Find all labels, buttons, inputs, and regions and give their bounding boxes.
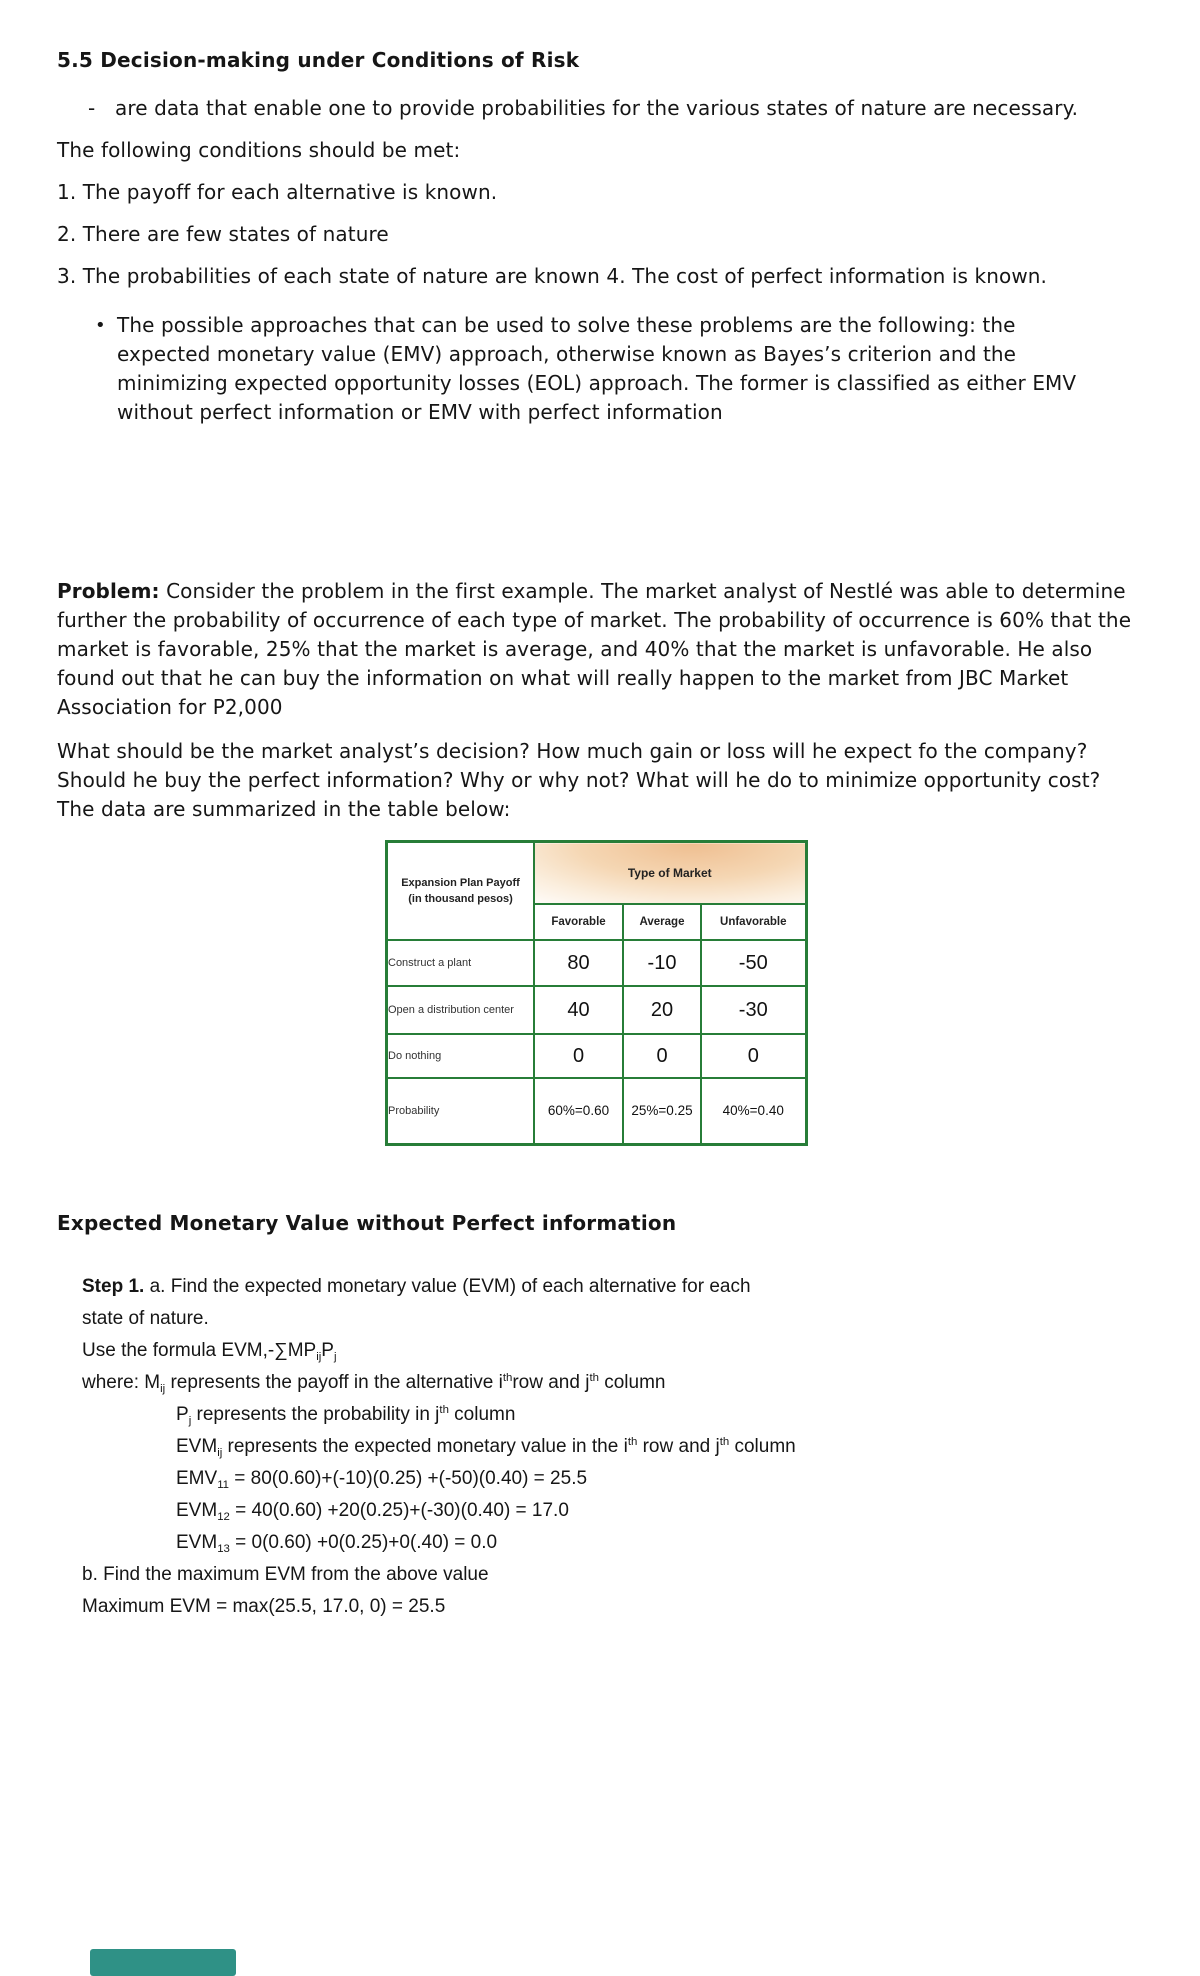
cell-value: 0 (534, 1034, 623, 1078)
cell-value: 0 (701, 1034, 806, 1078)
payoff-table-body (387, 940, 807, 1144)
table-row (387, 1034, 807, 1078)
column-header-favorable: Favorable (534, 904, 623, 940)
cell-value: -50 (701, 940, 806, 986)
site-logo-bar (90, 1949, 236, 1976)
corner-header-line2: (in thousand pesos) (408, 893, 513, 905)
intro-line: The following conditions should be met: (57, 138, 461, 162)
bullet-marker: • (95, 315, 106, 336)
span-header-cell: Type of Market (534, 842, 806, 905)
column-header-average: Average (623, 904, 701, 940)
condition-3: 3. The probabilities of each state of nature are known 4. The cost of perfect information is known. (57, 264, 1048, 288)
emv-line: $EMV_{11} = 80(0.60)+(-10)(0.25) +(-50)(0.40) = 25.5$ (176, 1467, 588, 1491)
condition-1: 1. The payoff for each alternative is known. (57, 180, 498, 204)
question-paragraph: What should be the market analyst’s decision? How much gain or loss will he expect fo the company? Should he buy the perfect information? Why or why not? What will he do to minimize opportunity cost? The data are summarized in the table below: (57, 739, 1101, 821)
approaches-bullet-text: The possible approaches that can be used to solve these problems are the following: the expected monetary value (EMV) approach, otherwise known as Bayes’s criterion and the minimizing expected opportunity losses (EOL) approach. The former is classified as either EMV without perfect information or EMV with perfect information (117, 313, 1077, 424)
approaches-bullet-item (95, 311, 1145, 427)
table-header-row-1 (387, 842, 807, 905)
section-heading: Expected Monetary Value without Perfect information (57, 1210, 677, 1235)
cell-value: -30 (701, 986, 806, 1034)
emv-line: state of nature. (82, 1307, 209, 1329)
page-title: 5.5 Decision-making under Conditions of Risk (57, 48, 580, 72)
condition-2: 2. There are few states of nature (57, 222, 389, 246)
cell-value: 80 (534, 940, 623, 986)
cell-value: 0 (623, 1034, 701, 1078)
problem-text: Consider the problem in the first example. The market analyst of Nestlé was able to determine further the probability of occurrence of each type of market. The probability of occurrence is 60% that the market is favorable, 25% that the market is average, and 40% that the market is unfavorable. He also found out that he can buy the information on what will really happen to the market from JBC Market Association for P2,000 (57, 579, 1132, 719)
emv-line: Maximum EVM = max(25.5, 17.0, 0) = 25.5 (82, 1595, 446, 1617)
emv-line: $EVM_{12} = 40(0.60) +20(0.25)+(-30)(0.40) = 17.0$ (176, 1499, 569, 1523)
cell-value: -10 (623, 940, 701, 986)
emv-line: $EVM_{13} = 0(0.60) +0(0.25)+0(.40) = 0.0$ (176, 1531, 498, 1555)
dash-bullet-text: are data that enable one to provide probabilities for the various states of nature are necessary. (115, 96, 1079, 120)
emv-line: where: $M_{ij}$ represents the payoff in the alternative $i^{th}row$ and $j^{th}$ column (82, 1371, 666, 1395)
emv-line: $EVM_{ij}$ represents the expected monetary value in the $i^{th}$ row and $j^{th}$ column (176, 1435, 796, 1459)
cell-value: 40%=0.40 (701, 1078, 806, 1144)
problem-paragraph (57, 577, 1142, 722)
emv-line: $P_j$ represents the probability in $j^{th}$ column (176, 1403, 516, 1427)
cell-value: 25%=0.25 (623, 1078, 701, 1144)
corner-header-line1: Expansion Plan Payoff (401, 877, 520, 889)
dash-marker: - (88, 96, 96, 120)
emv-steps (82, 1271, 842, 1623)
payoff-table (385, 840, 808, 1146)
emv-line: Step 1. a. Find the expected monetary value (EVM) of each alternative for each (82, 1275, 751, 1297)
row-label: Do nothing (387, 1034, 535, 1078)
row-label: Open a distribution center (387, 986, 535, 1034)
problem-label: Problem: (57, 579, 160, 603)
table-row (387, 940, 807, 986)
emv-line: Use the formula $EVM,-\sum MP_{ij}P_j$ (82, 1339, 337, 1363)
cell-value: 40 (534, 986, 623, 1034)
corner-header-cell (387, 842, 535, 941)
cell-value: 60%=0.60 (534, 1078, 623, 1144)
emv-line: b. Find the maximum EVM from the above value (82, 1563, 489, 1585)
row-label: Probability (387, 1078, 535, 1144)
row-label: Construct a plant (387, 940, 535, 986)
dash-bullet-item (88, 94, 1145, 123)
cell-value: 20 (623, 986, 701, 1034)
column-header-unfavorable: Unfavorable (701, 904, 806, 940)
table-row (387, 1078, 807, 1144)
table-row (387, 986, 807, 1034)
